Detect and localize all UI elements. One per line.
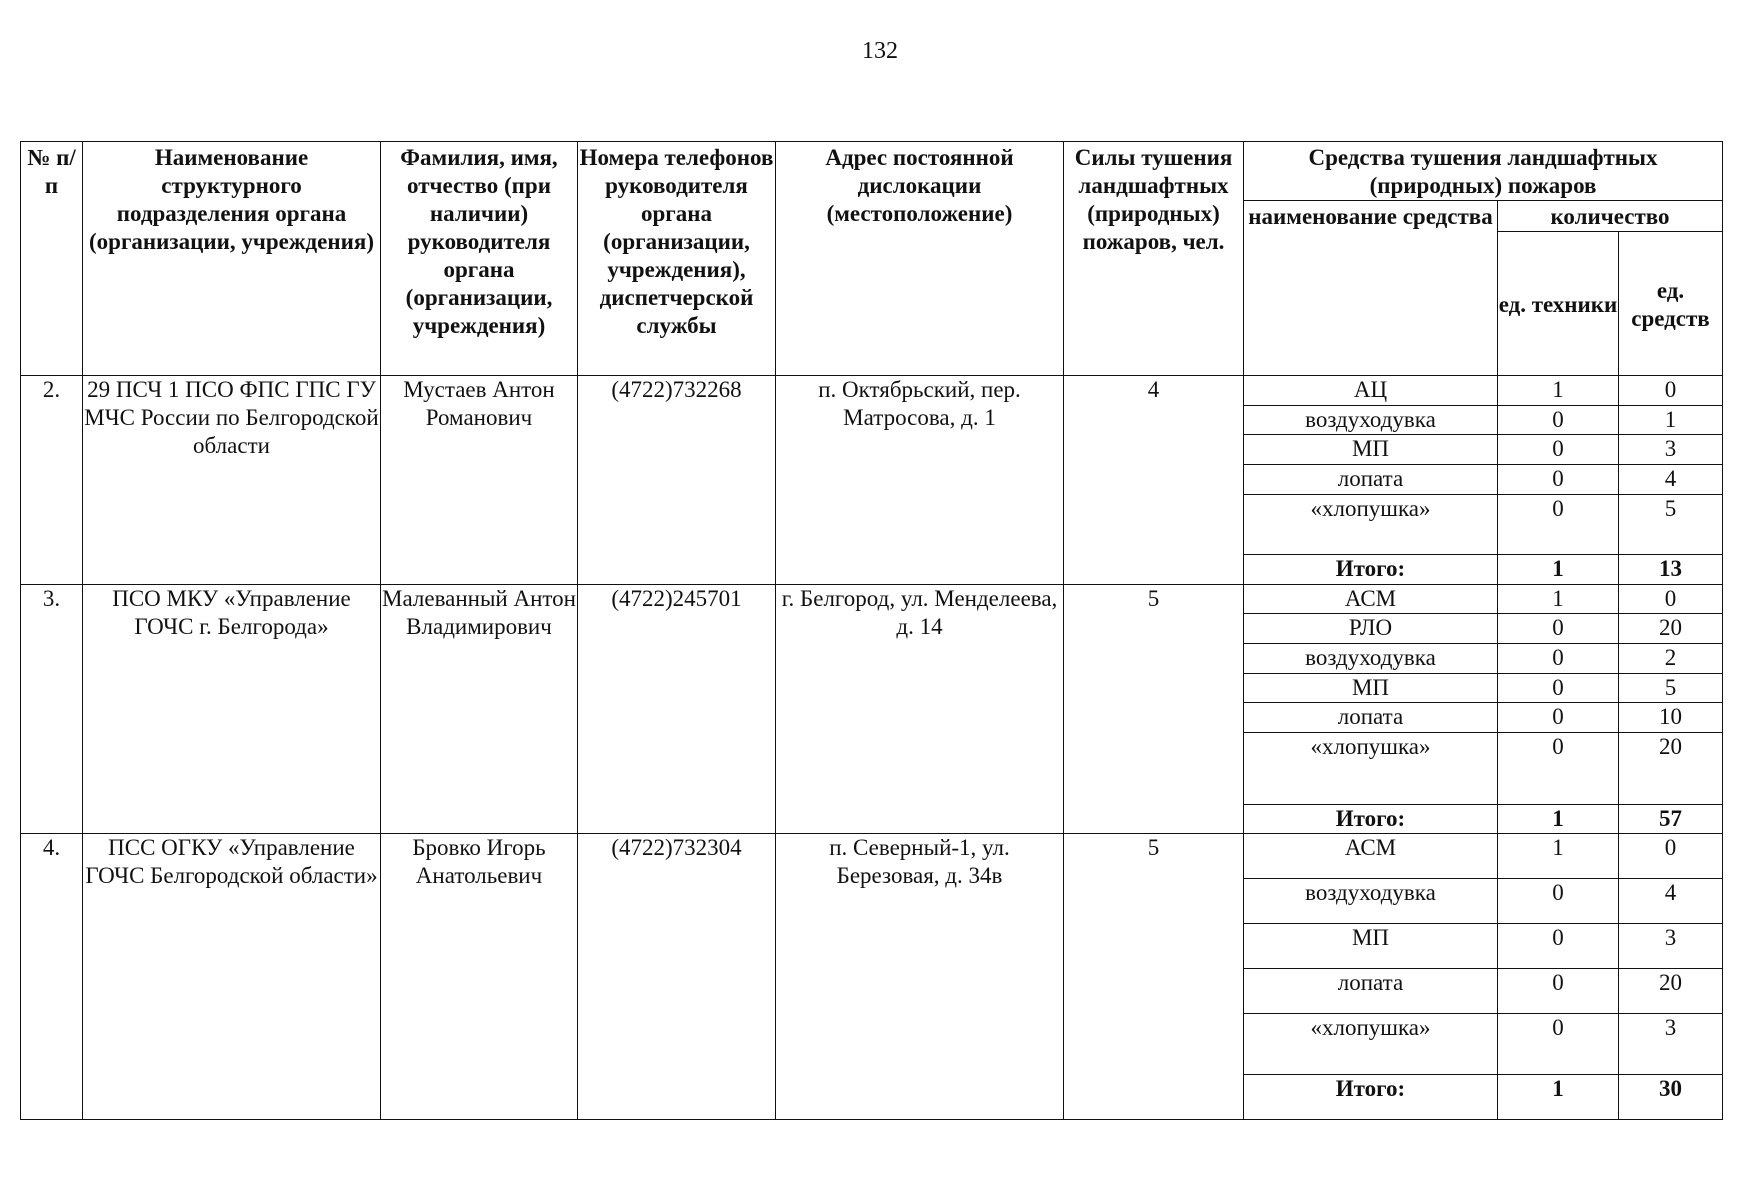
units-tech: 0: [1498, 673, 1619, 703]
units-tech: 0: [1498, 733, 1619, 805]
header-num: № п/п: [21, 142, 83, 376]
units-means: 20: [1619, 614, 1723, 644]
means-name: лопата: [1244, 703, 1498, 733]
header-fio: Фамилия, имя, отчество (при наличии) руководителя органа (организации, учреждения): [381, 142, 578, 376]
units-means: 0: [1619, 584, 1723, 614]
means-name: «хлопушка»: [1244, 733, 1498, 805]
units-tech: 0: [1498, 494, 1619, 554]
means-name: воздуходувка: [1244, 405, 1498, 435]
header-means: Средства тушения ландшафтных (природных) пожаров: [1244, 142, 1723, 201]
fire-forces-table: [20, 141, 1723, 1120]
units-tech: 0: [1498, 465, 1619, 495]
units-tech: 1: [1498, 376, 1619, 406]
table-row: [21, 376, 1723, 406]
total-units-means: 13: [1619, 555, 1723, 585]
units-tech: 0: [1498, 614, 1619, 644]
row-num: 4.: [21, 834, 83, 1120]
units-means: 3: [1619, 924, 1723, 969]
units-means: 5: [1619, 494, 1723, 554]
means-name: воздуходувка: [1244, 879, 1498, 924]
total-label: Итого:: [1244, 804, 1498, 834]
units-means: 3: [1619, 435, 1723, 465]
total-units-tech: 1: [1498, 804, 1619, 834]
row-num: 3.: [21, 584, 83, 834]
units-tech: 0: [1498, 405, 1619, 435]
means-name: лопата: [1244, 969, 1498, 1014]
units-means: 20: [1619, 733, 1723, 805]
org-name: 29 ПСЧ 1 ПСО ФПС ГПС ГУ МЧС России по Белгородской области: [83, 376, 381, 585]
phone-number: (4722)732268: [578, 376, 776, 585]
units-means: 5: [1619, 673, 1723, 703]
org-name: ПСО МКУ «Управление ГОЧС г. Белгорода»: [83, 584, 381, 834]
means-name: АСМ: [1244, 834, 1498, 879]
means-name: МП: [1244, 435, 1498, 465]
total-units-tech: 1: [1498, 555, 1619, 585]
header-org: Наименование структурного подразделения органа (организации, учреждения): [83, 142, 381, 376]
means-name: лопата: [1244, 465, 1498, 495]
row-num: 2.: [21, 376, 83, 585]
units-means: 2: [1619, 644, 1723, 674]
page-number: 132: [862, 38, 898, 64]
head-name: Бровко Игорь Анатольевич: [381, 834, 578, 1120]
units-tech: 0: [1498, 879, 1619, 924]
table-row: [21, 584, 1723, 614]
means-name: АЦ: [1244, 376, 1498, 406]
units-tech: 0: [1498, 969, 1619, 1014]
units-tech: 0: [1498, 1014, 1619, 1074]
units-means: 1: [1619, 405, 1723, 435]
total-units-means: 57: [1619, 804, 1723, 834]
table-row: [21, 834, 1723, 879]
means-name: МП: [1244, 673, 1498, 703]
means-name: МП: [1244, 924, 1498, 969]
units-tech: 0: [1498, 644, 1619, 674]
table-body: [21, 376, 1723, 1120]
header-units-tech: ед. техники: [1498, 232, 1619, 376]
means-name: АСМ: [1244, 584, 1498, 614]
units-means: 0: [1619, 376, 1723, 406]
forces-count: 5: [1064, 584, 1244, 834]
units-tech: 1: [1498, 584, 1619, 614]
header-phones: Номера телефонов руководителя органа (организации, учреждения), диспетчерской службы: [578, 142, 776, 376]
total-units-means: 30: [1619, 1074, 1723, 1119]
header-units-means: ед. средств: [1619, 232, 1723, 376]
units-tech: 0: [1498, 435, 1619, 465]
header-address: Адрес постоянной дислокации (местоположение): [776, 142, 1064, 376]
header-quantity: количество: [1498, 201, 1723, 232]
units-tech: 0: [1498, 924, 1619, 969]
head-name: Мустаев Антон Романович: [381, 376, 578, 585]
total-units-tech: 1: [1498, 1074, 1619, 1119]
units-tech: 1: [1498, 834, 1619, 879]
units-tech: 0: [1498, 703, 1619, 733]
header-forces: Силы тушения ландшафтных (природных) пожаров, чел.: [1064, 142, 1244, 376]
means-name: РЛО: [1244, 614, 1498, 644]
units-means: 4: [1619, 879, 1723, 924]
units-means: 3: [1619, 1014, 1723, 1074]
org-name: ПСС ОГКУ «Управление ГОЧС Белгородской области»: [83, 834, 381, 1120]
header-means-name: наименование средства: [1244, 201, 1498, 376]
means-name: «хлопушка»: [1244, 494, 1498, 554]
total-label: Итого:: [1244, 1074, 1498, 1119]
forces-count: 5: [1064, 834, 1244, 1120]
units-means: 20: [1619, 969, 1723, 1014]
head-name: Малеванный Антон Владимирович: [381, 584, 578, 834]
units-means: 0: [1619, 834, 1723, 879]
units-means: 10: [1619, 703, 1723, 733]
units-means: 4: [1619, 465, 1723, 495]
phone-number: (4722)732304: [578, 834, 776, 1120]
address: г. Белгород, ул. Менделеева, д. 14: [776, 584, 1064, 834]
forces-count: 4: [1064, 376, 1244, 585]
total-label: Итого:: [1244, 555, 1498, 585]
means-name: воздуходувка: [1244, 644, 1498, 674]
address: п. Северный-1, ул. Березовая, д. 34в: [776, 834, 1064, 1120]
means-name: «хлопушка»: [1244, 1014, 1498, 1074]
address: п. Октябрьский, пер. Матросова, д. 1: [776, 376, 1064, 585]
phone-number: (4722)245701: [578, 584, 776, 834]
